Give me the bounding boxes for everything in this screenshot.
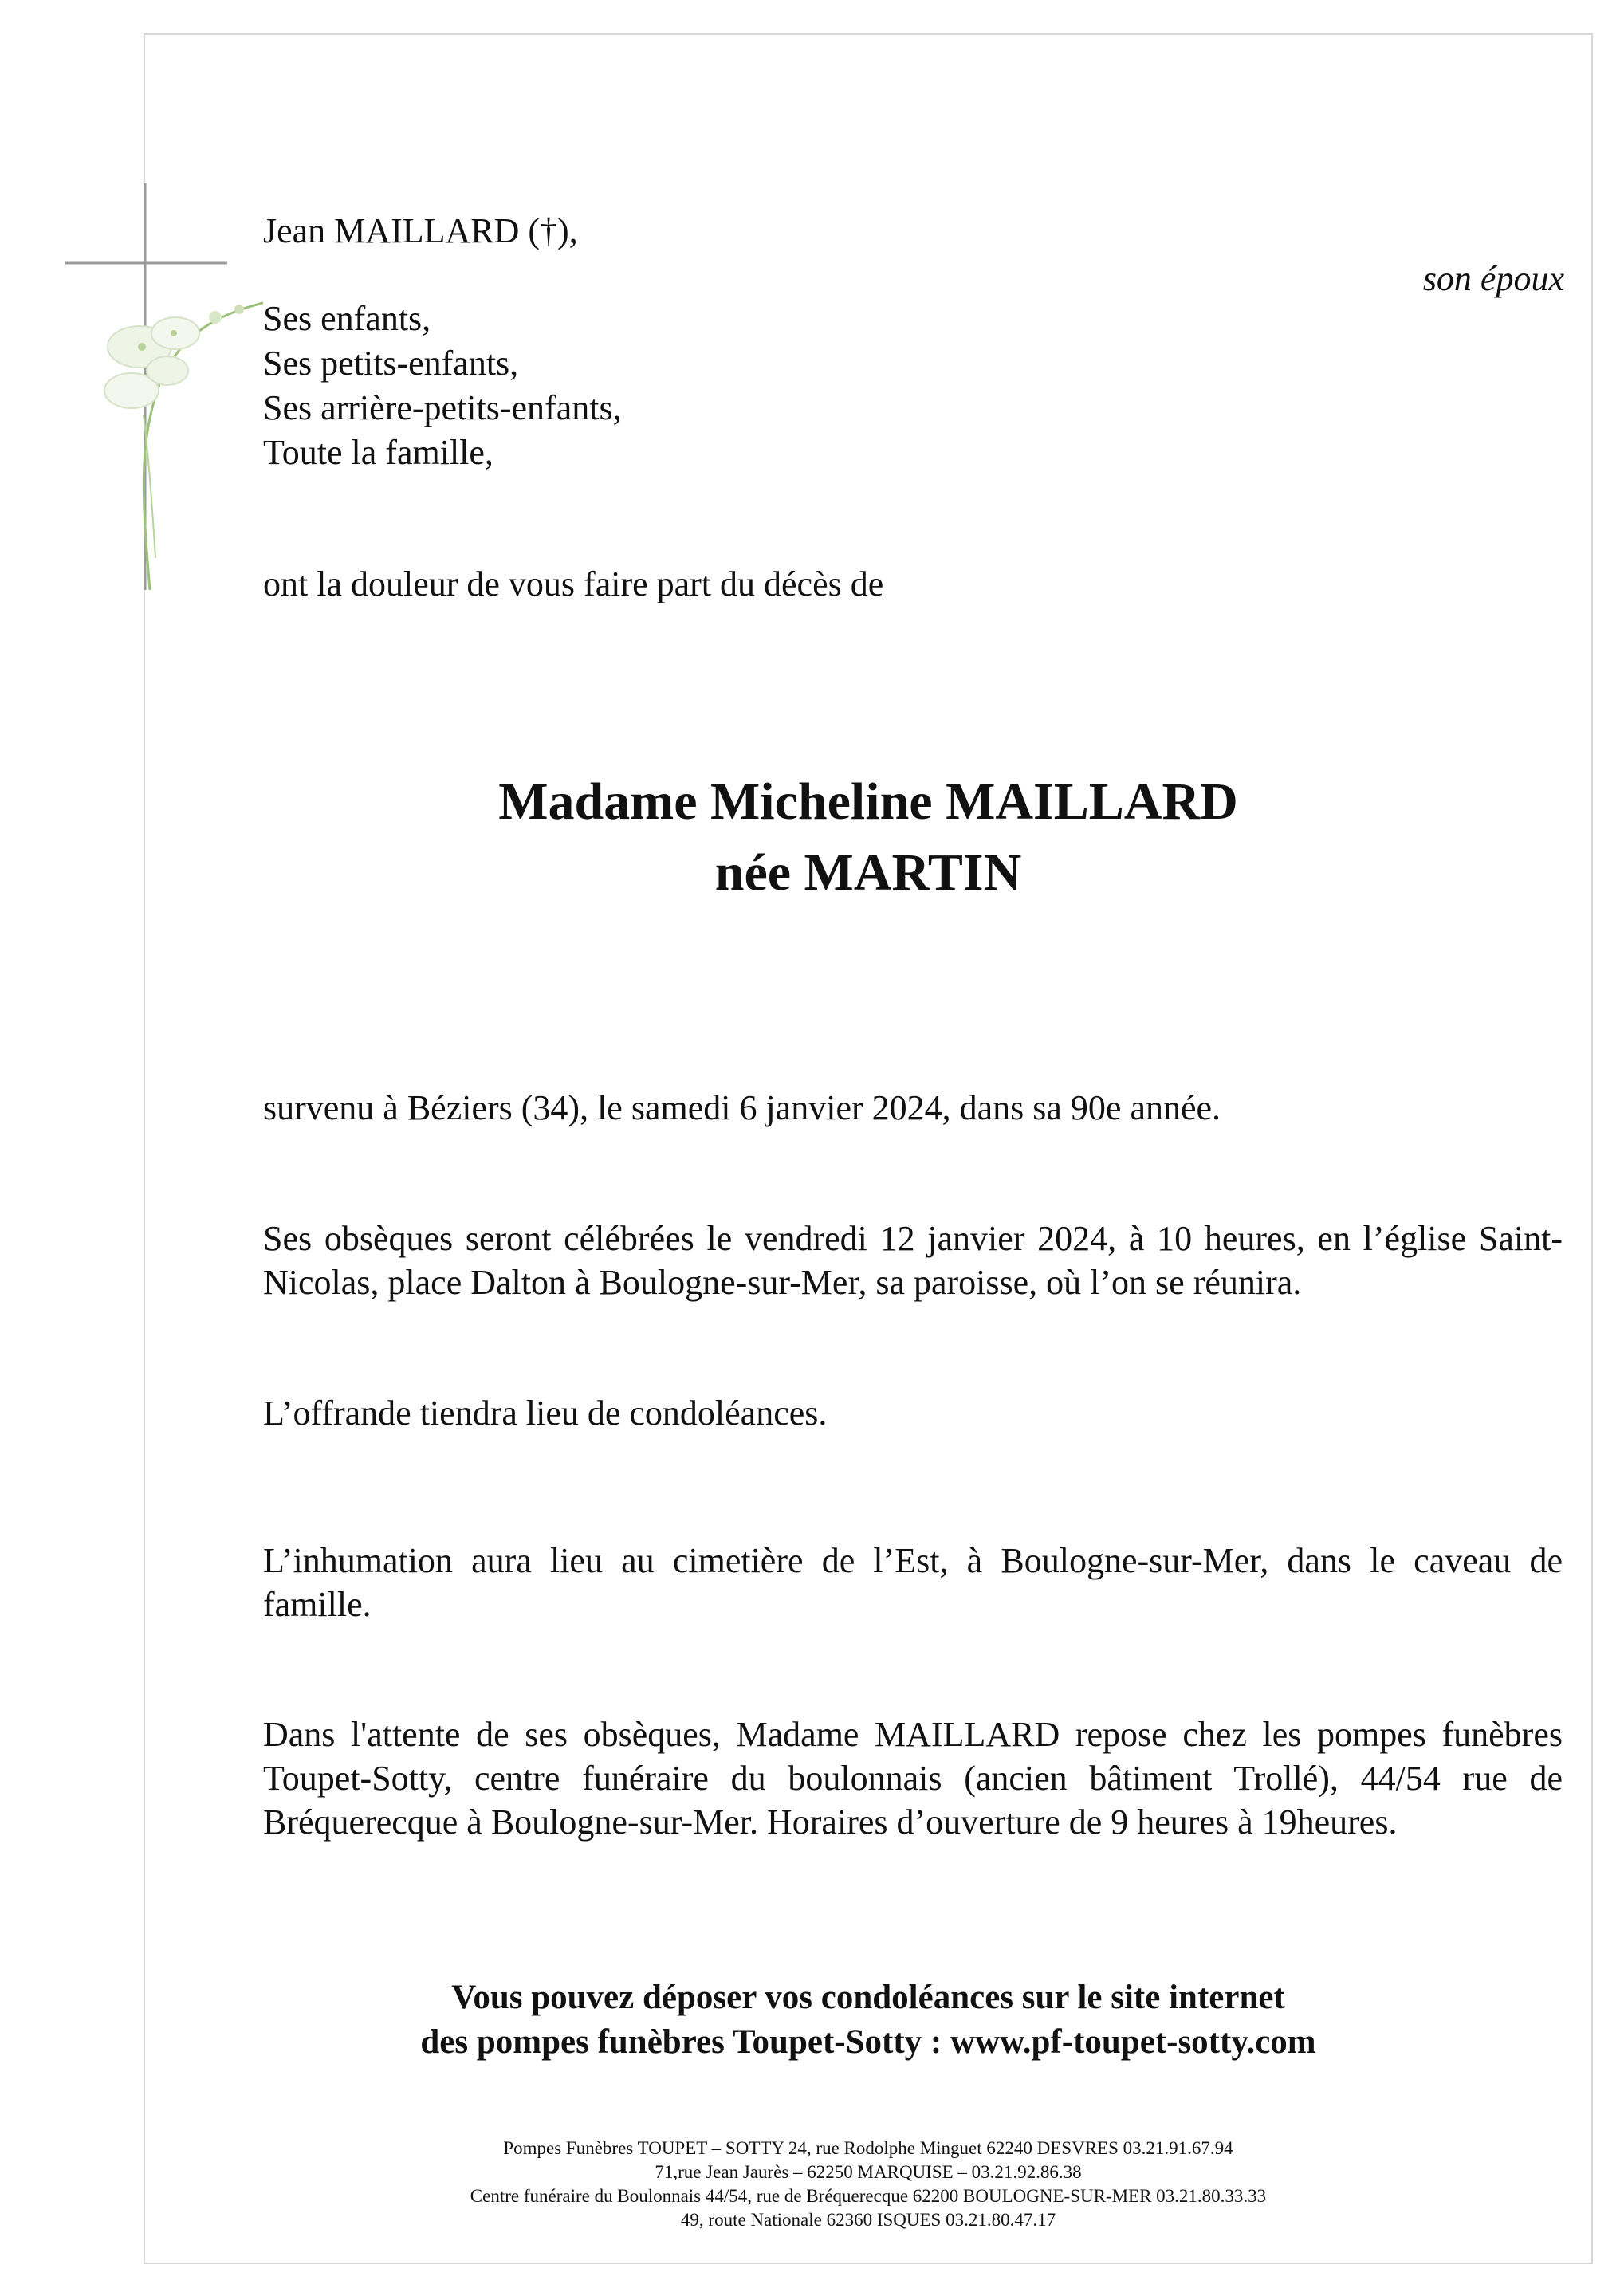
family-member-children: Ses enfants, [263, 299, 431, 338]
family-member-grandchildren: Ses petits-enfants, [263, 344, 519, 383]
footer-line-isques: 49, route Nationale 62360 ISQUES 03.21.80.47.17 [680, 2210, 1056, 2230]
funeral-paragraph: Ses obsèques seront célébrées le vendredi 12 janvier 2024, à 10 heures, en l’église Saint-Nicolas, place Dalton à Boulogne-sur-Mer, sa paroisse, où l’on se réunira. [263, 1219, 1563, 1302]
deceased-name: Madame Micheline MAILLARD [498, 773, 1238, 831]
footer-line-marquise: 71,rue Jean Jaurès – 62250 MARQUISE – 03.21.92.86.38 [655, 2162, 1082, 2182]
family-member-great-grandchildren: Ses arrière-petits-enfants, [263, 388, 622, 427]
deceased-maiden-name: née MARTIN [714, 843, 1022, 902]
offering-text: L’offrande tiendra lieu de condoléances. [263, 1394, 828, 1433]
condolences-line-2: des pompes funèbres Toupet-Sotty : www.pf-toupet-sotty.com [420, 2023, 1316, 2061]
footer-line-boulogne: Centre funéraire du Boulonnais 44/54, rue de Bréquerecque 62200 BOULOGNE-SUR-MER 03.21.80.33.33 [470, 2186, 1267, 2206]
footer-line-desvres: Pompes Funèbres TOUPET – SOTTY 24, rue Rodolphe Minguet 62240 DESVRES 03.21.91.67.94 [503, 2138, 1233, 2158]
death-info: survenu à Béziers (34), le samedi 6 janvier 2024, dans sa 90e année. [263, 1088, 1221, 1127]
condolences-line-1: Vous pouvez déposer vos condoléances sur le site internet [451, 1979, 1285, 2016]
husband-role: son époux [1422, 259, 1564, 298]
repose-paragraph: Dans l'attente de ses obsèques, Madame MAILLARD repose chez les pompes funèbres Toupet-Sotty, centre funéraire du boulonnais (ancien bâtiment Trollé), 44/54 rue de Bréquerecque à Boulogne-sur-Mer. Horaires d’ouverture de 9 heures à 19heures. [263, 1715, 1563, 1842]
family-member-whole-family: Toute la famille, [263, 433, 493, 472]
announcement-text: ont la douleur de vous faire part du décès de [263, 564, 884, 603]
burial-paragraph: L’inhumation aura lieu au cimetière de l’Est, à Boulogne-sur-Mer, dans le caveau de famille. [263, 1541, 1563, 1624]
husband-name: Jean MAILLARD (†), [263, 211, 578, 250]
cross-with-orchid-icon [56, 175, 263, 606]
